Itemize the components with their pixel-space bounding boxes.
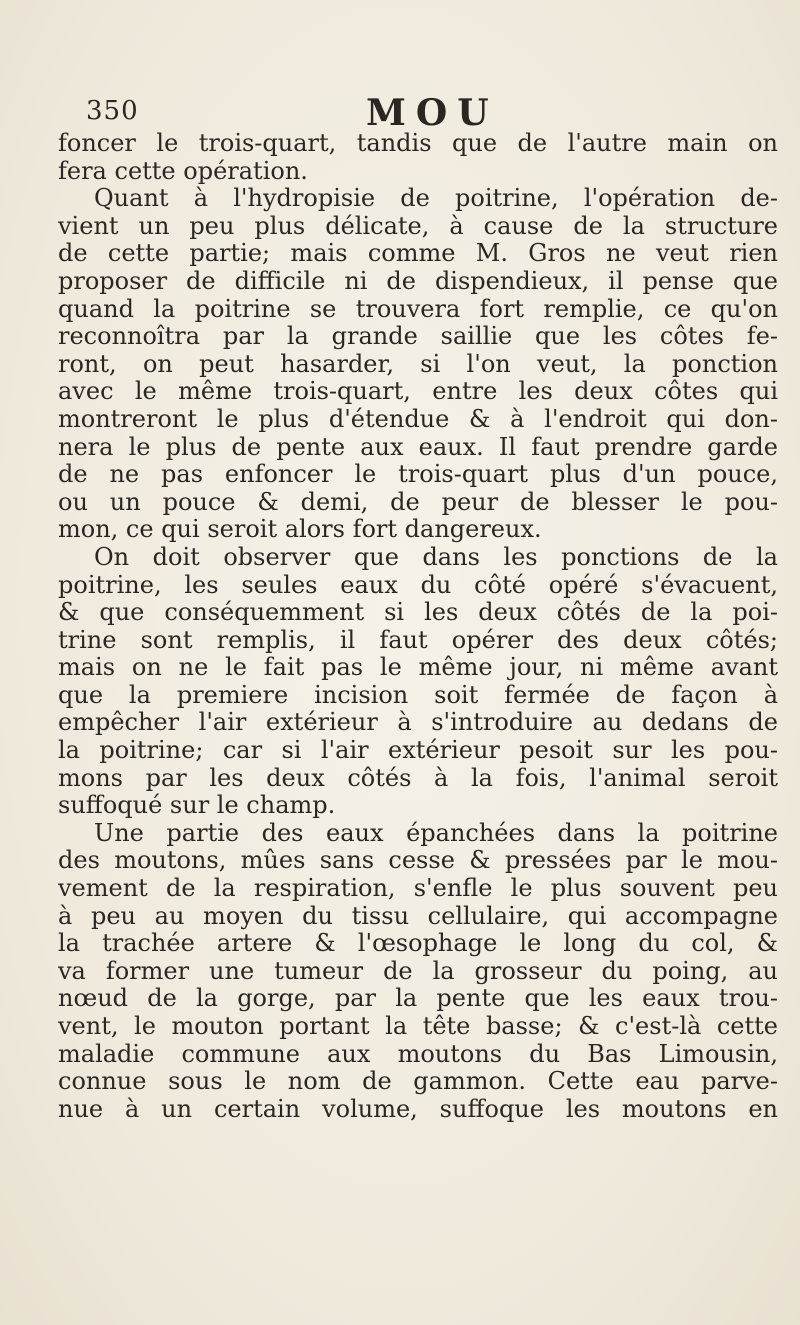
- text-line: suffoqué sur le champ.: [58, 792, 336, 820]
- text-line: fera cette opération.: [58, 157, 308, 185]
- text-line: mais on ne le fait pas le même jour, ni même avant: [58, 654, 778, 682]
- text-line: nue à un certain volume, suffoque les moutons en: [58, 1095, 778, 1123]
- page-header: [86, 92, 726, 132]
- paragraph-first-line: Une partie des eaux épanchées dans la poitrine: [94, 819, 778, 847]
- text-line: la poitrine; car si l'air extérieur pesoit sur les pou-: [58, 737, 778, 765]
- text-line: va former une tumeur de la grosseur du poing, au: [58, 957, 778, 985]
- text-line: ront, on peut hasarder, si l'on veut, la ponction: [58, 350, 778, 378]
- text-line: & que conséquemment si les deux côtés de la poi-: [58, 599, 778, 627]
- paragraph-first-line: On doit observer que dans les ponctions de la: [94, 543, 778, 571]
- text-line: nœud de la gorge, par la pente que les eaux trou-: [58, 985, 778, 1013]
- body-text: [58, 130, 778, 1123]
- text-line: avec le même trois-quart, entre les deux côtes qui: [58, 378, 778, 406]
- page-number: 350: [86, 96, 139, 126]
- text-line: de cette partie; mais comme M. Gros ne veut rien: [58, 240, 778, 268]
- text-line: proposer de difficile ni de dispendieux, il pense que: [58, 267, 778, 295]
- text-line: vient un peu plus délicate, à cause de la structure: [58, 212, 778, 240]
- text-line: mon, ce qui seroit alors fort dangereux.: [58, 516, 542, 544]
- text-line: nera le plus de pente aux eaux. Il faut prendre garde: [58, 433, 778, 461]
- text-line: des moutons, mûes sans cesse & pressées par le mou-: [58, 847, 778, 875]
- text-line: maladie commune aux moutons du Bas Limousin,: [58, 1040, 778, 1068]
- text-line: empêcher l'air extérieur à s'introduire au dedans de: [58, 709, 778, 737]
- text-line: connue sous le nom de gammon. Cette eau parve-: [58, 1068, 778, 1096]
- text-line: que la premiere incision soit fermée de façon à: [58, 681, 778, 709]
- text-line: mons par les deux côtés à la fois, l'animal seroit: [58, 764, 778, 792]
- paragraph-first-line: Quant à l'hydropisie de poitrine, l'opération de-: [94, 185, 778, 213]
- text-line: poitrine, les seules eaux du côté opéré s'évacuent,: [58, 571, 778, 599]
- running-head: MOU: [366, 92, 499, 134]
- text-line: quand la poitrine se trouvera fort remplie, ce qu'on: [58, 295, 778, 323]
- text-line: de ne pas enfoncer le trois-quart plus d'un pouce,: [58, 461, 778, 489]
- text-line: trine sont remplis, il faut opérer des deux côtés;: [58, 626, 778, 654]
- text-line: foncer le trois-quart, tandis que de l'autre main on: [58, 130, 778, 157]
- text-line: la trachée artere & l'œsophage le long du col, &: [58, 930, 778, 958]
- text-line: vement de la respiration, s'enfle le plus souvent peu: [58, 875, 778, 903]
- text-line: à peu au moyen du tissu cellulaire, qui accompagne: [58, 902, 778, 930]
- text-line: ou un pouce & demi, de peur de blesser le pou-: [58, 488, 778, 516]
- text-line: reconnoîtra par la grande saillie que les côtes fe-: [58, 323, 778, 351]
- text-line: vent, le mouton portant la tête basse; & c'est-là cette: [58, 1013, 778, 1040]
- text-line: montreront le plus d'étendue & à l'endroit qui don-: [58, 405, 778, 433]
